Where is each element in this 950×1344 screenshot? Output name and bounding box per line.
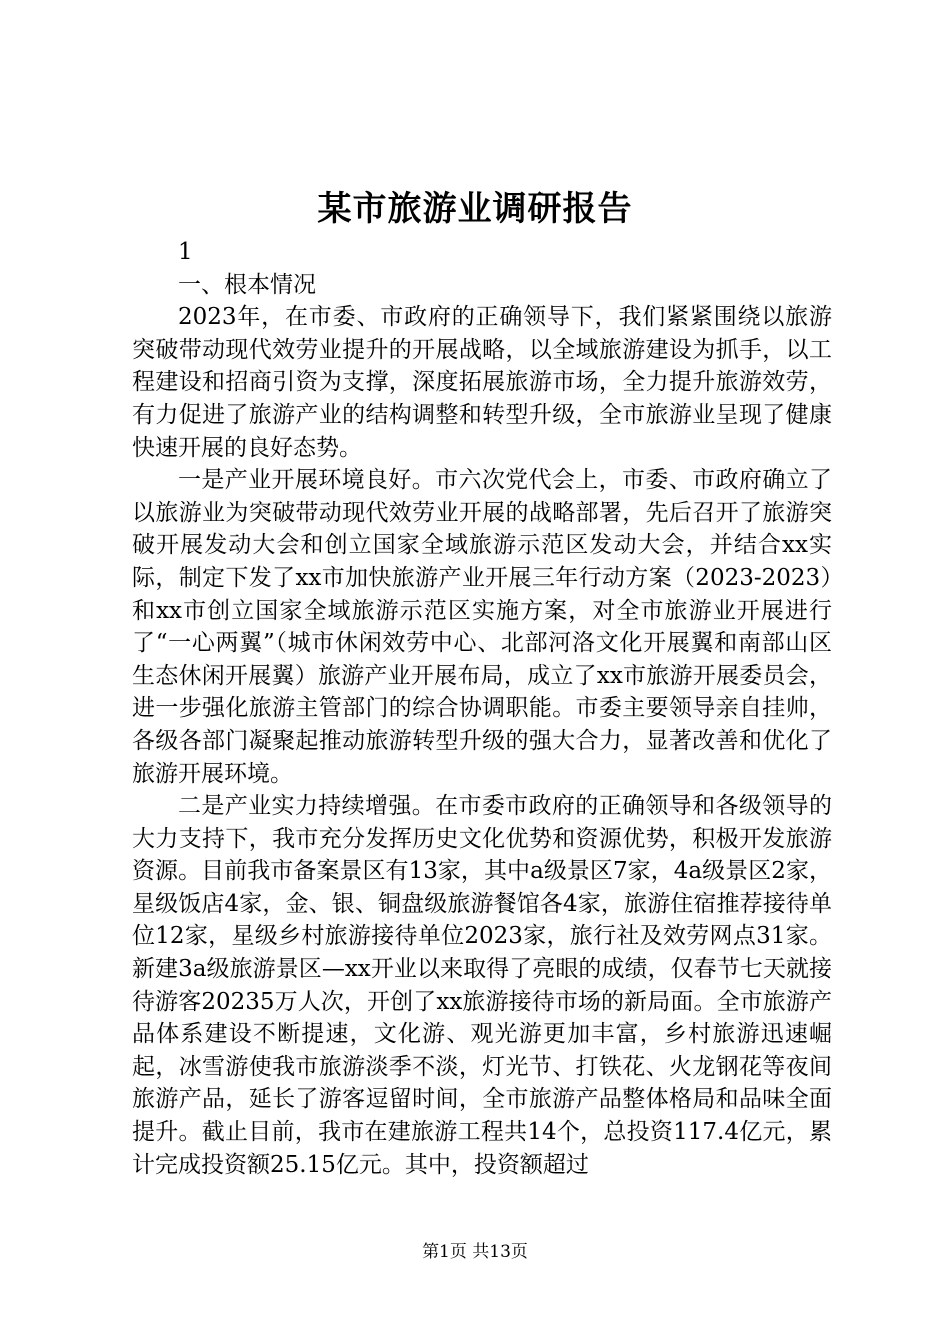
paragraph-intro: 2023年，在市委、市政府的正确领导下，我们紧紧围绕以旅游突破带动现代效劳业提升的开展战略，以全域旅游建设为抓手，以工程建设和招商引资为支撑，深度拓展旅游市场，全力提升旅游效劳，有力促进了旅游产业的结构调整和转型升级，全市旅游业呈现了健康快速开展的良好态势。 bbox=[132, 304, 832, 461]
paragraph-strength: 二是产业实力持续增强。在市委市政府的正确领导和各级领导的大力支持下，我市充分发挥历史文化优势和资源优势，积极开发旅游资源。目前我市备案景区有13家，其中a级景区7家，4a级景区2家，星级饭店4家，金、银、铜盘级旅游餐馆各4家，旅游住宿推荐接待单位12家，星级乡村旅游接待单位2023家，旅行社及效劳网点31家。新建3a级旅游景区—xx开业以来取得了亮眼的成绩，仅春节七天就接待游客20235万人次，开创了xx旅游接待市场的新局面。全市旅游产品体系建设不断提速，文化游、观光游更加丰富，乡村旅游迅速崛起，冰雪游使我市旅游淡季不淡，灯光节、打铁花、火龙钢花等夜间旅游产品，延长了游客逗留时间，全市旅游产品整体格局和品味全面提升。截止目前，我市在建旅游工程共14个，总投资117.4亿元，累计完成投资额25.15亿元。其中，投资额超过 bbox=[132, 793, 832, 1178]
document-body bbox=[132, 236, 832, 1181]
section-number: 1 bbox=[178, 239, 193, 265]
paragraph-environment: 一是产业开展环境良好。市六次党代会上，市委、市政府确立了以旅游业为突破带动现代效劳业开展的战略部署，先后召开了旅游突破开展发动大会和创立国家全域旅游示范区发动大会，并结合xx实际，制定下发了xx市加快旅游产业开展三年行动方案（2023-2023）和xx市创立国家全域旅游示范区实施方案，对全市旅游业开展进行了“一心两翼”（城市休闲效劳中心、北部河洛文化开展翼和南部山区生态休闲开展翼）旅游产业开展布局，成立了xx市旅游开展委员会，进一步强化旅游主管部门的综合协调职能。市委主要领导亲自挂帅，各级各部门凝聚起推动旅游转型升级的强大合力，显著改善和优化了旅游开展环境。 bbox=[132, 467, 832, 787]
page-footer: 第1页 共13页 bbox=[422, 1242, 528, 1262]
section-heading: 一、根本情况 bbox=[178, 271, 316, 298]
document-title: 某市旅游业调研报告 bbox=[317, 189, 633, 229]
